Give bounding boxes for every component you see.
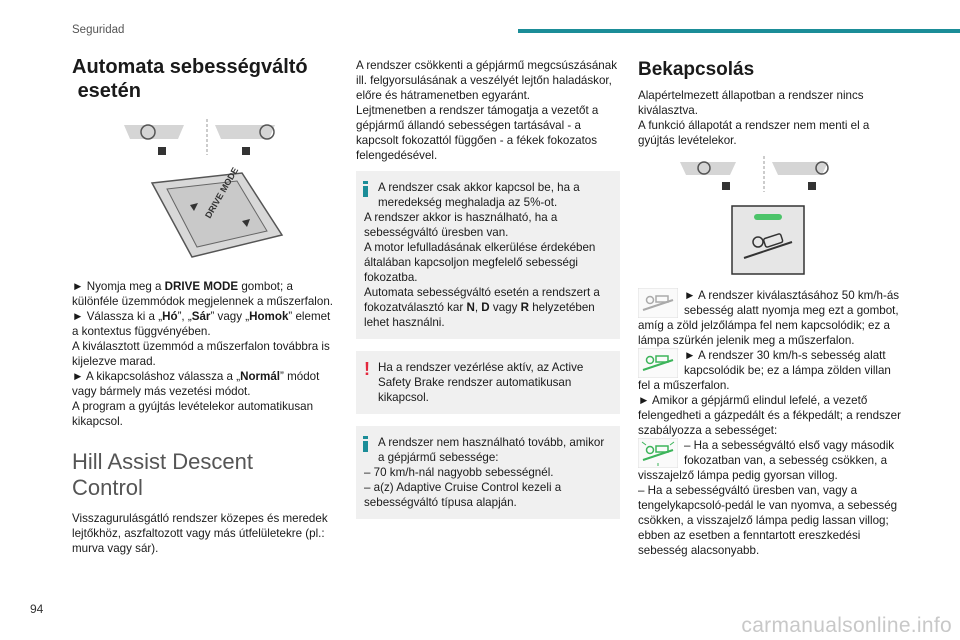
info-box-limits: A rendszer nem használható tovább, amikor a gépjármű sebessége: – 70 km/h-nál nagyobb sebességnél. – a(z) Adaptive Cruise Control kezeli a sebességváltó típusa alapján.	[356, 426, 620, 519]
header-bar	[518, 29, 960, 33]
hadc-button-illustration	[638, 202, 906, 278]
steering-wheel-variants	[638, 154, 906, 196]
hill-descent-green-icon	[638, 348, 678, 378]
section-label: Seguridad	[72, 24, 125, 36]
column-2	[356, 58, 620, 519]
steering-wheel-icon	[72, 113, 334, 161]
info-icon	[363, 436, 369, 452]
steering-wheel-icon	[638, 154, 906, 196]
warning-icon: !	[364, 359, 370, 379]
hill-assist-description: Visszagurulásgátló rendszer közepes és meredek lejtőkhöz, aszfaltozott vagy más útfelületekre (pl.: murva vagy sár).	[72, 512, 328, 555]
info-icon	[363, 181, 369, 197]
paragraph-mode-displayed: A kiválasztott üzemmód a műszerfalon továbbra is kijelezve marad.	[72, 340, 330, 368]
hill-descent-grey-icon	[638, 288, 678, 318]
hill-descent-flashing-icon	[638, 438, 678, 468]
paragraph-not-saved: A funkció állapotát a rendszer nem menti el a gyújtás levételekor.	[638, 119, 870, 147]
svg-text:DRIVE MODE: DRIVE MODE	[203, 165, 241, 220]
case-first-second-gear: – Ha a sebességváltó első vagy második fokozatban van, a sebesség csökken, a visszajelző lámpa pedig gyorsan villog.	[638, 439, 895, 482]
activation-title: Bekapcsolás	[638, 59, 755, 80]
paragraph-default-state: Alapértelmezett állapotban a rendszer nincs kiválasztva.	[638, 89, 864, 117]
hill-assist-heading: Hill Assist Descent Control	[72, 449, 253, 500]
step-deactivate: ► A kikapcsoláshoz válassza a „Normál” módot vagy bármely más vezetési módot.	[72, 370, 320, 398]
page-number: 94	[30, 602, 44, 616]
step-select-mode: ► Válassza ki a „Hó”, „Sár” vagy „Homok” elemet a kontextus függvényében.	[72, 310, 331, 338]
drive-mode-selector-illustration	[72, 165, 334, 265]
case-neutral: – Ha a sebességváltó üresben van, vagy a tengelykapcsoló-pedál le van nyomva, a sebesség csökken, a visszajelző lámpa pedig lassan villog; ebben az esetben a fenntartott ereszkedési sebesség alacsonyabb.	[638, 484, 898, 557]
step-press-drive-mode: ► Nyomja meg a DRIVE MODE gombot; a különféle üzemmódok megjelennek a műszerfalon.	[72, 280, 334, 308]
section-title: Automata sebességváltó esetén	[72, 56, 308, 102]
step-select-system: ► A rendszer kiválasztásához 50 km/h-ás sebesség alatt nyomja meg ezt a gombot, amíg a zöld jelzőlámpa fel nem kapcsolódik; ez a lámpa szürkén jelenik meg a műszerfalon.	[638, 289, 900, 347]
paragraph-risk-reduction: A rendszer csökkenti a gépjármű megcsúszásának ill. felgyorsulásának a veszélyét lejtőn haladáskor, előre és hátramenetben egyaránt.	[356, 59, 617, 102]
step-driver-releases-pedals: ► Amikor a gépjármű elindul lefelé, a vezető felengedheti a gázpedált és a fékpedált; a rendszer szabályozza a sebességet:	[638, 394, 901, 437]
column-1	[72, 55, 334, 556]
warning-box-asb: ! Ha a rendszer vezérlése aktív, az Active Safety Brake rendszer automatikusan kikapcsol.	[356, 351, 620, 414]
paragraph-downhill-support: Lejtmenetben a rendszer támogatja a vezetőt a gépjármű állandó sebességen tartásával - a kapcsolt fokozattól függően - a fékek fokozatos felengedésével.	[356, 104, 599, 162]
step-activation-speed: ► A rendszer 30 km/h-s sebesség alatt kapcsolódik be; ez a lámpa zölden villan fel a műszerfalon.	[638, 349, 891, 392]
column-3	[638, 58, 906, 558]
info-box-activation: A rendszer csak akkor kapcsol be, ha a meredekség meghaladja az 5%-ot. A rendszer akkor is használható, ha a sebességváltó üresben van. A motor lefulladásának elkerülése érdekében általában kapcsoljon megfelelő sebességi fokozatba. Automata sebességváltó esetén a rendszert a fokozatválasztó kar N, D vagy R helyzetében lehet használni.	[356, 171, 620, 339]
paragraph-auto-off: A program a gyújtás levételekor automatikusan kikapcsol.	[72, 400, 314, 428]
steering-wheel-variants	[72, 113, 334, 161]
watermark: carmanualsonline.info	[741, 614, 952, 637]
